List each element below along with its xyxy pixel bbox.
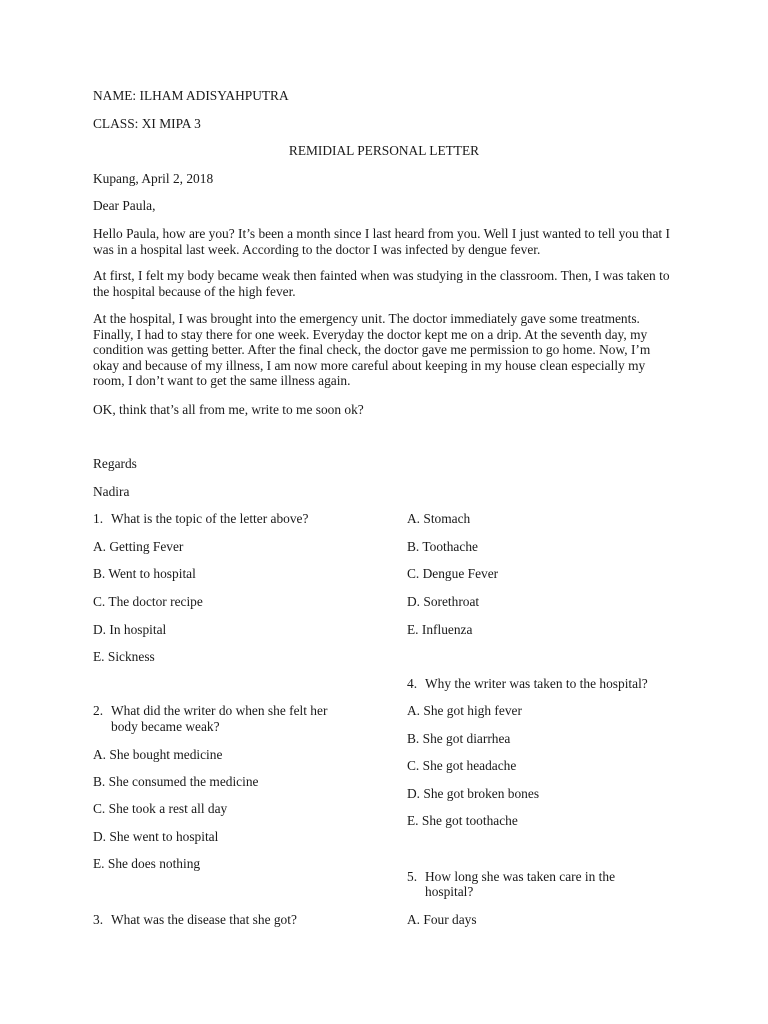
letter-greeting: Dear Paula, [93, 198, 156, 213]
question-1 [93, 511, 308, 527]
question-number: 5. [407, 869, 418, 884]
option-item[interactable]: B. She consumed the medicine [93, 774, 259, 789]
question-text: What did the writer do when she felt her [111, 703, 328, 718]
document-title: REMIDIAL PERSONAL LETTER [288, 143, 480, 158]
letter-paragraph: Hello Paula, how are you? It’s been a month since I last heard from you. Well I just wanted to tell you that I was in a hospital last week. According to the doctor I was infected by dengue fever. [93, 226, 670, 257]
option-item[interactable]: C. Dengue Fever [407, 566, 499, 581]
question-number: 2. [93, 703, 104, 718]
option-item[interactable]: D. In hospital [93, 622, 167, 637]
student-name: NAME: ILHAM ADISYAHPUTRA [93, 88, 289, 103]
option-item[interactable]: E. Influenza [407, 622, 473, 637]
question-4 [407, 676, 648, 692]
question-text-continued: hospital? [425, 884, 474, 899]
option-item[interactable]: B. She got diarrhea [407, 731, 511, 746]
student-class: CLASS: XI MIPA 3 [93, 116, 201, 131]
option-item[interactable]: E. She does nothing [93, 856, 201, 871]
option-item[interactable]: D. She went to hospital [93, 829, 219, 844]
question-number: 1. [93, 511, 104, 526]
letter-paragraph: At the hospital, I was brought into the emergency unit. The doctor immediately gave some treatments. Finally, I had to stay there for one week. Everyday the doctor kept me on a drip. At the seventh day, my condition was getting better. After the final check, the doctor gave me permission to go home. Now, I’m okay and because of my illness, I am now more careful about keeping in my house clean especially my room, I don’t want to get the same illness again. [93, 311, 651, 388]
question-text: What is the topic of the letter above? [111, 511, 309, 526]
option-item[interactable]: E. She got toothache [407, 813, 518, 828]
letter-date: Kupang, April 2, 2018 [93, 171, 214, 186]
question-number: 3. [93, 912, 104, 927]
question-5 [407, 869, 615, 885]
question-3 [93, 912, 297, 928]
option-item[interactable]: A. Getting Fever [93, 539, 184, 554]
question-text: What was the disease that she got? [111, 912, 297, 927]
option-item[interactable]: A. She got high fever [407, 703, 522, 718]
question-text: How long she was taken care in the [425, 869, 616, 884]
question-text-continued: body became weak? [111, 719, 220, 734]
letter-paragraph: OK, think that’s all from me, write to me soon ok? [93, 402, 364, 417]
option-item[interactable]: C. She took a rest all day [93, 801, 228, 816]
question-text: Why the writer was taken to the hospital? [425, 676, 648, 691]
question-number: 4. [407, 676, 418, 691]
option-item[interactable]: C. She got headache [407, 758, 517, 773]
option-item[interactable]: E. Sickness [93, 649, 155, 664]
option-item[interactable]: B. Went to hospital [93, 566, 196, 581]
option-item[interactable]: D. Sorethroat [407, 594, 480, 609]
option-item[interactable]: A. Stomach [407, 511, 471, 526]
question-2 [93, 703, 327, 719]
letter-paragraph: At first, I felt my body became weak then fainted when was studying in the classroom. Then, I was taken to the hospital because of the high fever. [93, 268, 670, 299]
option-item[interactable]: C. The doctor recipe [93, 594, 203, 609]
letter-closing: Regards [93, 456, 137, 471]
option-item[interactable]: B. Toothache [407, 539, 478, 554]
option-item[interactable]: A. She bought medicine [93, 747, 223, 762]
option-item[interactable]: D. She got broken bones [407, 786, 540, 801]
option-item[interactable]: A. Four days [407, 912, 477, 927]
letter-signature: Nadira [93, 484, 130, 499]
